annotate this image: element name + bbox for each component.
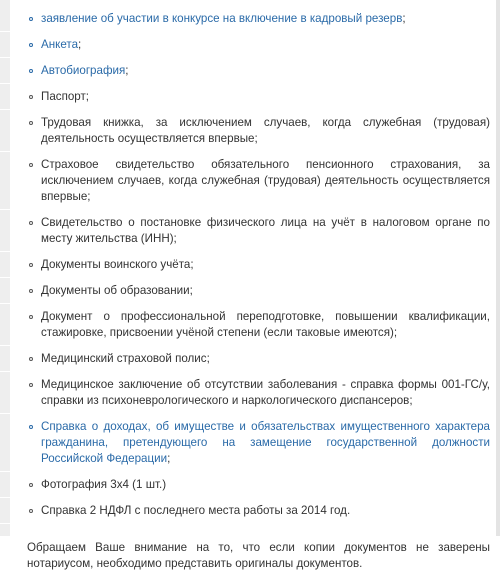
- margin-divider: [0, 83, 10, 84]
- bullet-icon: [29, 357, 33, 361]
- margin-divider: [0, 151, 10, 152]
- notice-paragraph: Обращаем Ваше внимание на то, что если копии документов не заверены нотариусом, необходимо представить оригиналы документов.: [27, 541, 490, 570]
- margin-divider: [0, 371, 10, 372]
- document-text: Документы об образовании;: [41, 284, 193, 297]
- bullet-icon: [29, 383, 33, 387]
- document-text: Справка 2 НДФЛ с последнего места работы за 2014 год.: [41, 504, 351, 517]
- margin-divider: [0, 277, 10, 278]
- item-suffix: ;: [125, 64, 129, 77]
- margin-divider: [0, 497, 10, 498]
- list-item: [27, 89, 490, 105]
- document-text: Трудовая книжка, за исключением случаев, когда служебная (трудовая) деятельность осуществляется впервые;: [41, 116, 490, 145]
- item-suffix: ;: [167, 452, 171, 465]
- margin-divider: [0, 303, 10, 304]
- margin-divider: [0, 31, 10, 32]
- margin-divider: [0, 413, 10, 414]
- document-content: [27, 0, 490, 570]
- document-text: Страховое свидетельство обязательного пенсионного страхования, за исключением случаев, когда служебная (трудовая) деятельность осуществляется впервые;: [41, 158, 490, 203]
- list-item: [27, 309, 490, 341]
- right-scroll-edge: [496, 0, 500, 536]
- document-text: Свидетельство о постановке физического лица на учёт в налоговом органе по месту жительства (ИНН);: [41, 216, 490, 245]
- bullet-icon: [29, 69, 33, 73]
- margin-divider: [0, 251, 10, 252]
- bullet-icon: [29, 163, 33, 167]
- bullet-icon: [29, 17, 33, 21]
- margin-divider: [0, 523, 10, 524]
- list-item: [27, 215, 490, 247]
- bullet-icon: [29, 509, 33, 513]
- bullet-icon: [29, 425, 33, 429]
- list-item: [27, 11, 490, 27]
- required-documents-list: [27, 0, 490, 519]
- left-margin-bar: [0, 0, 10, 536]
- document-text: Медицинский страховой полис;: [41, 352, 210, 365]
- margin-divider: [0, 471, 10, 472]
- item-suffix: ;: [402, 12, 406, 25]
- document-text: Документы воинского учёта;: [41, 258, 194, 271]
- margin-divider: [0, 57, 10, 58]
- margin-divider: [0, 109, 10, 110]
- document-link[interactable]: Автобиография: [41, 64, 126, 77]
- document-link[interactable]: заявление об участии в конкурсе на включение в кадровый резерв: [41, 12, 403, 25]
- list-item: [27, 63, 490, 79]
- document-text: Медицинское заключение об отсутствии заболевания - справка формы 001-ГС/у, справки из психоневрологического и наркологического диспансеров;: [41, 378, 490, 407]
- margin-divider: [0, 345, 10, 346]
- list-item: [27, 157, 490, 205]
- list-item: [27, 503, 490, 519]
- list-item: [27, 257, 490, 273]
- list-item: [27, 477, 490, 493]
- bullet-icon: [29, 95, 33, 99]
- list-item: [27, 283, 490, 299]
- list-item: [27, 351, 490, 367]
- bullet-icon: [29, 315, 33, 319]
- bullet-icon: [29, 43, 33, 47]
- list-item: [27, 419, 490, 467]
- bullet-icon: [29, 221, 33, 225]
- bullet-icon: [29, 121, 33, 125]
- document-link[interactable]: Анкета: [41, 38, 79, 51]
- document-link[interactable]: Справка о доходах, об имуществе и обязательствах имущественного характера гражданина, претендующего на замещение государственной должности Российской Федерации: [41, 420, 490, 465]
- bullet-icon: [29, 483, 33, 487]
- list-item: [27, 37, 490, 53]
- document-text: Паспорт;: [41, 90, 90, 103]
- bullet-icon: [29, 289, 33, 293]
- document-text: Фотография 3х4 (1 шт.): [41, 478, 167, 491]
- item-suffix: ;: [78, 38, 82, 51]
- list-item: [27, 115, 490, 147]
- margin-divider: [0, 209, 10, 210]
- document-text: Документ о профессиональной переподготовке, повышении квалификации, стажировке, присвоении учёной степени (если таковые имеются);: [41, 310, 490, 339]
- bullet-icon: [29, 263, 33, 267]
- list-item: [27, 377, 490, 409]
